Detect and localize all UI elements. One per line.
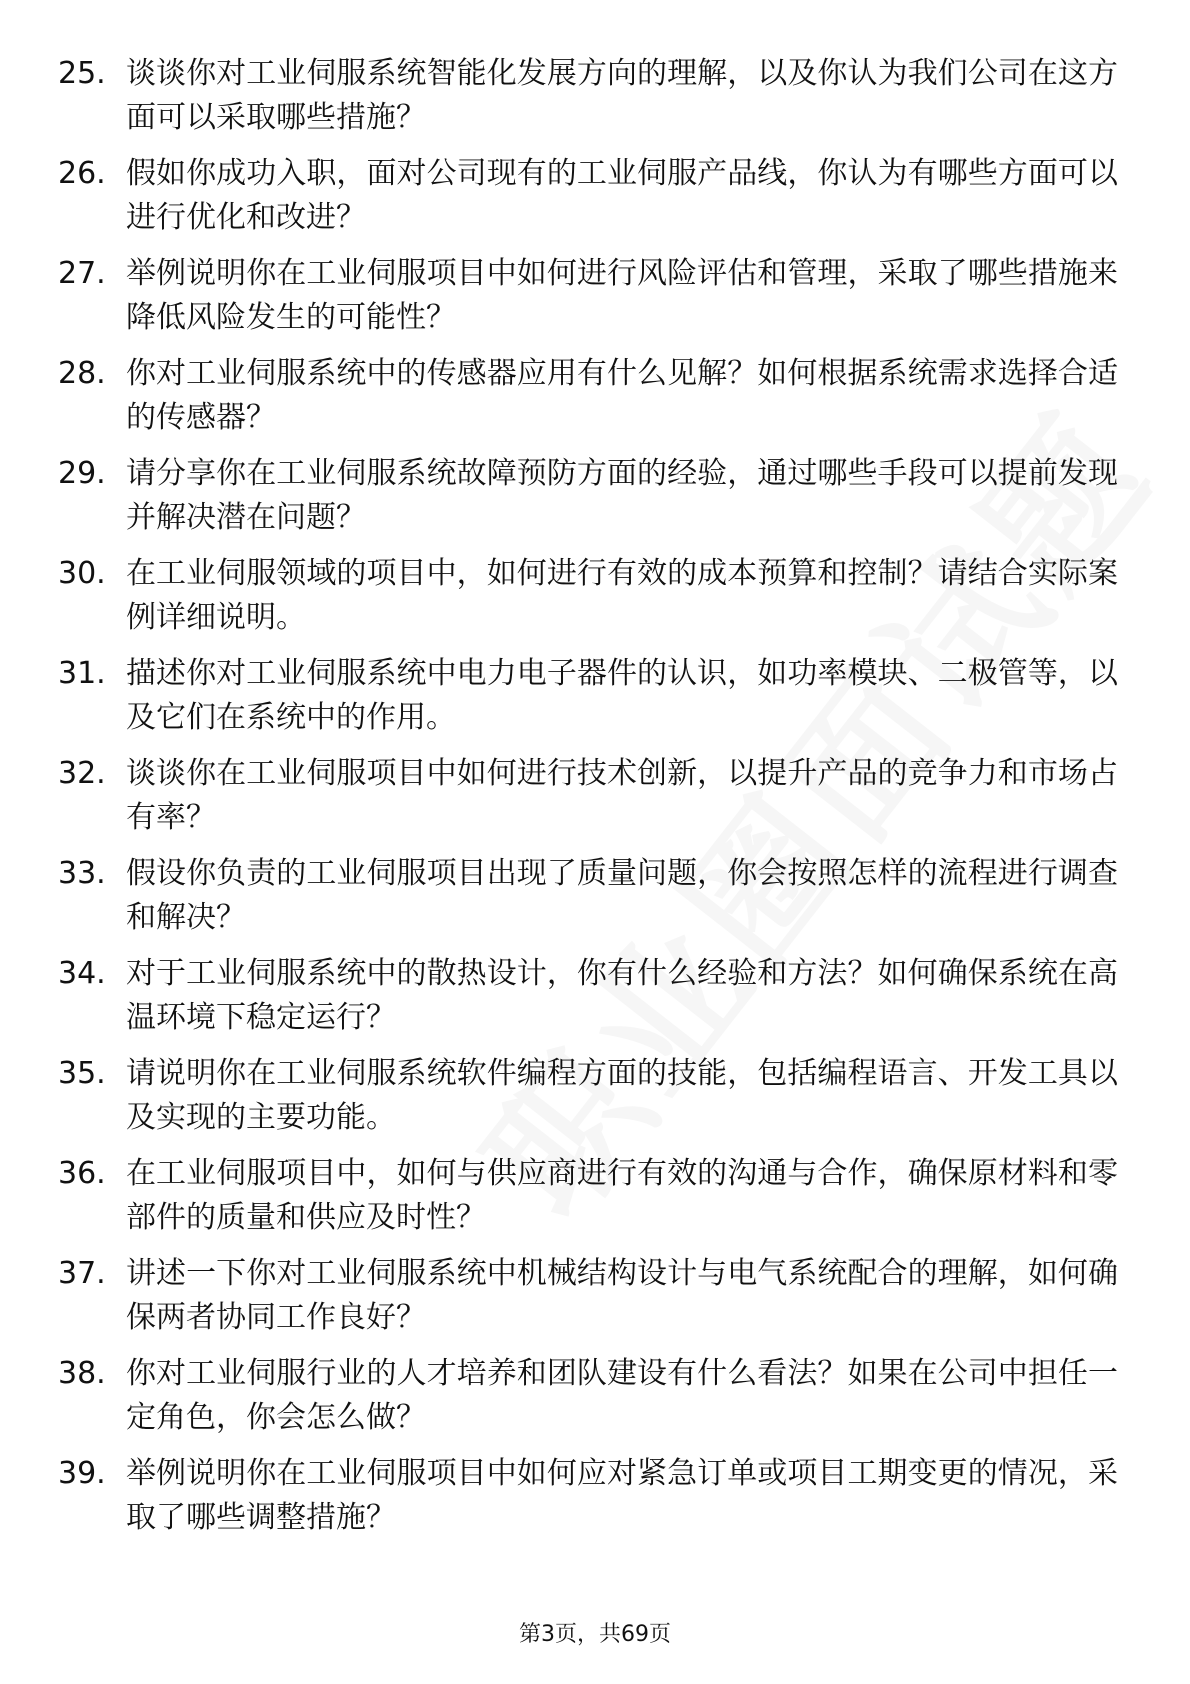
question-number: 37. — [58, 1256, 106, 1291]
list-item — [58, 1252, 1118, 1352]
list-item — [58, 852, 1118, 952]
list-item — [58, 952, 1118, 1052]
question-text: 你对工业伺服系统中的传感器应用有什么见解？如何根据系统需求选择合适的传感器？ — [126, 356, 1118, 435]
question-number: 35. — [58, 1056, 106, 1091]
question-number: 27. — [58, 256, 106, 291]
question-number: 28. — [58, 356, 106, 391]
question-text: 请分享你在工业伺服系统故障预防方面的经验，通过哪些手段可以提前发现并解决潜在问题？ — [126, 456, 1118, 535]
question-number: 34. — [58, 956, 106, 991]
question-text: 讲述一下你对工业伺服系统中机械结构设计与电气系统配合的理解，如何确保两者协同工作良好？ — [126, 1256, 1118, 1335]
page-number: 第3页，共69页 — [519, 1622, 671, 1647]
list-item — [58, 1052, 1118, 1152]
question-text: 谈谈你在工业伺服项目中如何进行技术创新，以提升产品的竞争力和市场占有率？ — [126, 756, 1118, 835]
list-item — [58, 1352, 1118, 1452]
list-item — [58, 352, 1118, 452]
list-item — [58, 752, 1118, 852]
question-text: 请说明你在工业伺服系统软件编程方面的技能，包括编程语言、开发工具以及实现的主要功能。 — [126, 1056, 1118, 1135]
list-item — [58, 1452, 1118, 1552]
question-number: 38. — [58, 1356, 106, 1391]
list-item — [58, 152, 1118, 252]
list-item — [58, 552, 1118, 652]
question-text: 假如你成功入职，面对公司现有的工业伺服产品线，你认为有哪些方面可以进行优化和改进？ — [126, 156, 1118, 235]
list-item — [58, 252, 1118, 352]
question-text: 对于工业伺服系统中的散热设计，你有什么经验和方法？如何确保系统在高温环境下稳定运行？ — [126, 956, 1118, 1035]
question-number: 33. — [58, 856, 106, 891]
list-item — [58, 452, 1118, 552]
question-text: 举例说明你在工业伺服项目中如何应对紧急订单或项目工期变更的情况，采取了哪些调整措施？ — [126, 1456, 1118, 1535]
question-number: 36. — [58, 1156, 106, 1191]
question-number: 32. — [58, 756, 106, 791]
question-text: 谈谈你对工业伺服系统智能化发展方向的理解，以及你认为我们公司在这方面可以采取哪些措施？ — [126, 56, 1118, 135]
list-item — [58, 1152, 1118, 1252]
question-text: 你对工业伺服行业的人才培养和团队建设有什么看法？如果在公司中担任一定角色，你会怎么做？ — [126, 1356, 1118, 1435]
question-text: 在工业伺服项目中，如何与供应商进行有效的沟通与合作，确保原材料和零部件的质量和供应及时性？ — [126, 1156, 1118, 1235]
question-text: 在工业伺服领域的项目中，如何进行有效的成本预算和控制？请结合实际案例详细说明。 — [126, 556, 1118, 635]
list-item — [58, 52, 1118, 152]
question-text: 描述你对工业伺服系统中电力电子器件的认识，如功率模块、二极管等，以及它们在系统中的作用。 — [126, 656, 1118, 735]
question-number: 26. — [58, 156, 106, 191]
question-number: 30. — [58, 556, 106, 591]
question-number: 29. — [58, 456, 106, 491]
question-number: 25. — [58, 56, 106, 91]
question-number: 31. — [58, 656, 106, 691]
question-text: 假设你负责的工业伺服项目出现了质量问题，你会按照怎样的流程进行调查和解决？ — [126, 856, 1118, 935]
question-text: 举例说明你在工业伺服项目中如何进行风险评估和管理，采取了哪些措施来降低风险发生的可能性？ — [126, 256, 1118, 335]
question-number: 39. — [58, 1456, 106, 1491]
question-list — [58, 52, 1118, 1552]
list-item — [58, 652, 1118, 752]
